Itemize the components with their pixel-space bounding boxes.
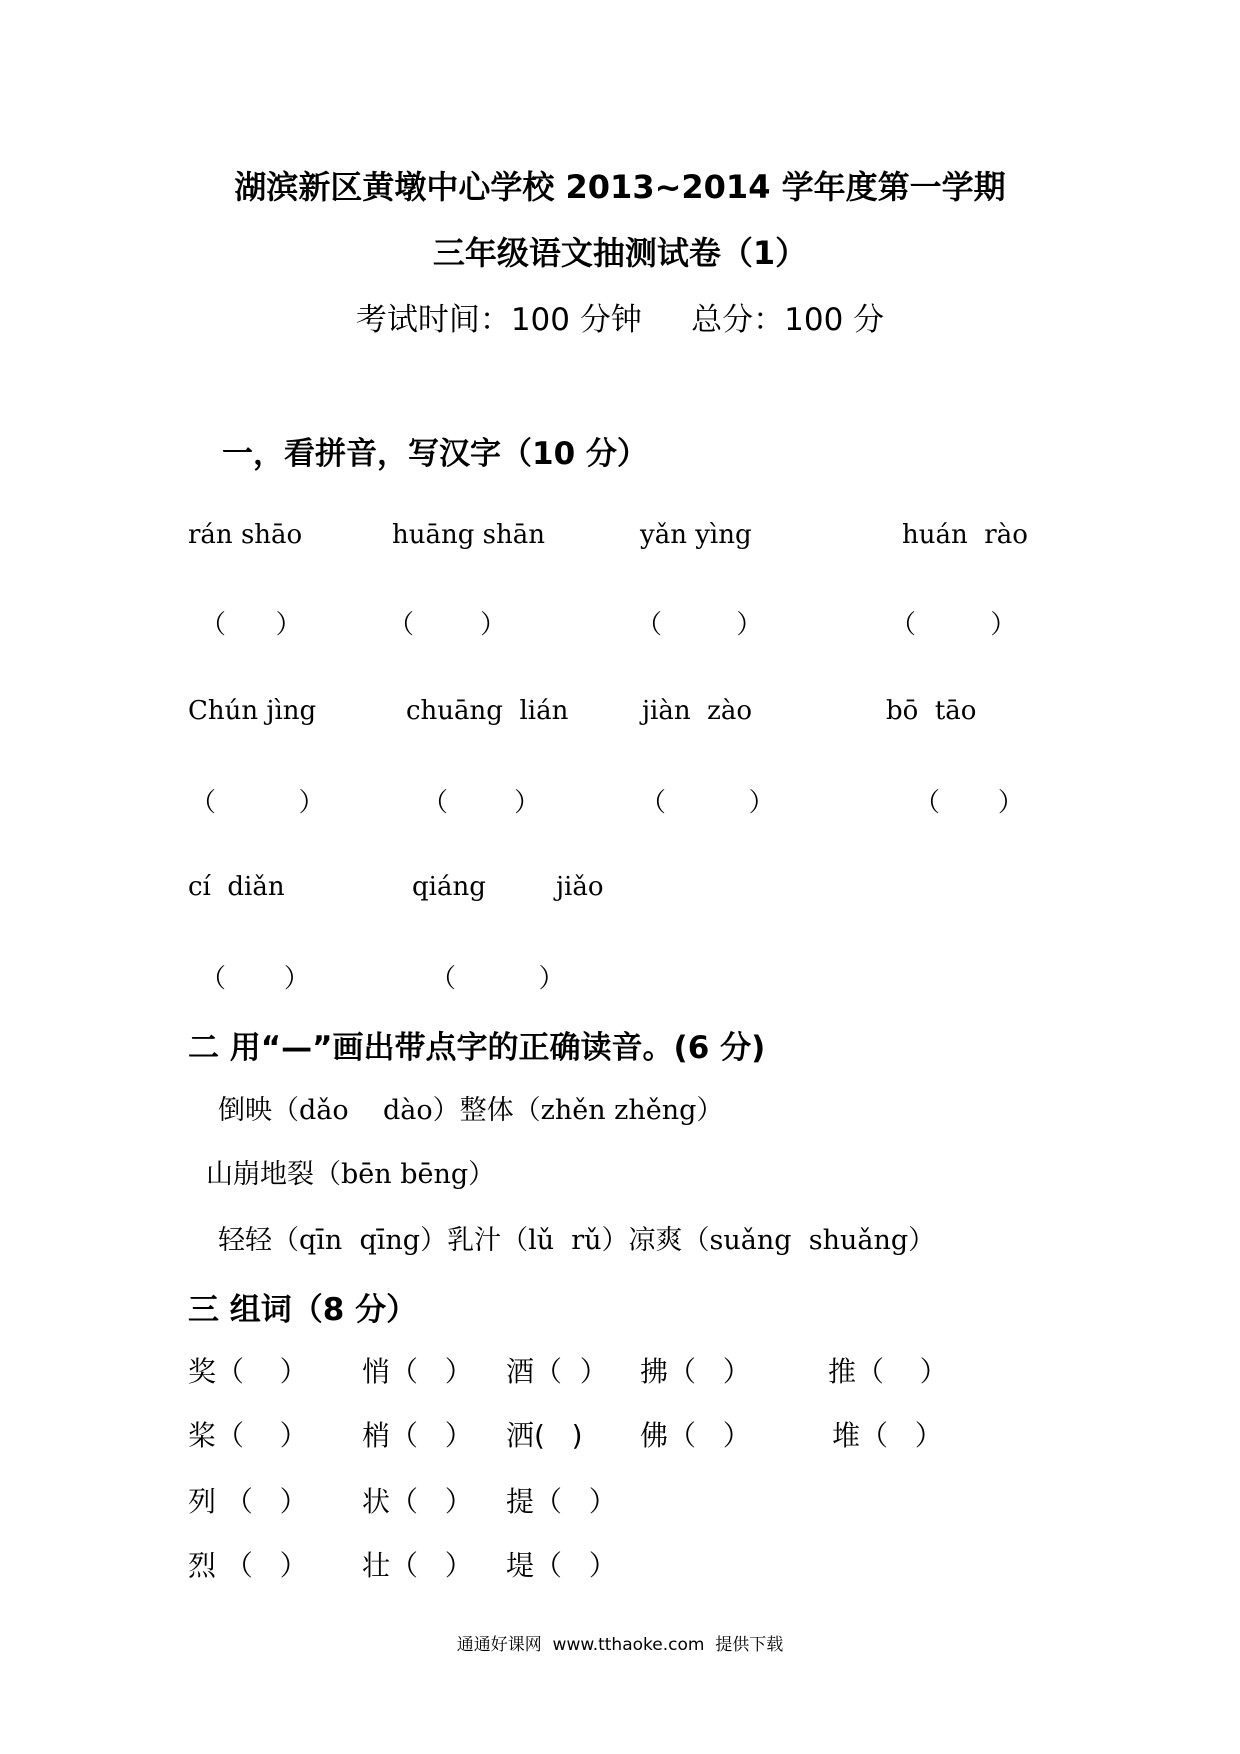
reading-question-line: 轻轻（qīn qīng）乳汁（lǔ rǔ）凉爽（suǎng shuǎng） bbox=[218, 1225, 936, 1256]
word-item[interactable]: 列 （ ） bbox=[188, 1485, 308, 1518]
word-item[interactable]: 梢（ ） bbox=[362, 1419, 473, 1452]
word-item[interactable]: 酒（ ） bbox=[506, 1355, 608, 1388]
word-item[interactable]: 提（ ） bbox=[506, 1485, 617, 1518]
word-item[interactable]: 悄（ ） bbox=[362, 1355, 473, 1388]
pinyin-item: huán rào bbox=[902, 520, 1028, 550]
word-item[interactable]: 奖（ ） bbox=[188, 1355, 308, 1388]
section1-heading: 一，看拼音，写汉字（10 分） bbox=[222, 436, 648, 472]
pinyin-item: cí diǎn bbox=[188, 872, 285, 902]
word-item[interactable]: 壮（ ） bbox=[362, 1549, 473, 1582]
exam-title-line2: 三年级语文抽测试卷（1） bbox=[432, 234, 808, 272]
exam-meta: 考试时间：100 分钟 总分：100 分 bbox=[355, 302, 885, 338]
pinyin-item: jiǎo bbox=[556, 872, 604, 902]
reading-question-line: 倒映（dǎo dào）整体（zhěn zhěng） bbox=[218, 1095, 724, 1126]
word-item[interactable]: 佛（ ） bbox=[640, 1419, 751, 1452]
word-item[interactable]: 堤（ ） bbox=[506, 1549, 617, 1582]
pinyin-item: bō tāo bbox=[886, 696, 977, 726]
section2-heading: 二 用“—”画出带点字的正确读音。(6 分) bbox=[188, 1030, 766, 1066]
pinyin-item: Chún jìng bbox=[188, 696, 317, 726]
exam-title-line1: 湖滨新区黄墩中心学校 2013~2014 学年度第一学期 bbox=[234, 168, 1006, 206]
answer-blank[interactable]: （ ） bbox=[640, 788, 775, 818]
section3-heading: 三 组词（8 分） bbox=[188, 1292, 418, 1328]
answer-blank[interactable]: （ ） bbox=[422, 788, 541, 818]
word-item[interactable]: 拂（ ） bbox=[640, 1355, 751, 1388]
reading-question-line: 山崩地裂（bēn bēng） bbox=[206, 1159, 496, 1190]
answer-blank[interactable]: （ ） bbox=[914, 788, 1024, 818]
word-item[interactable]: 桨（ ） bbox=[188, 1419, 308, 1452]
word-item[interactable]: 烈 （ ） bbox=[188, 1549, 308, 1582]
pinyin-item: yǎn yìng bbox=[640, 520, 752, 550]
word-item[interactable]: 状（ ） bbox=[362, 1485, 473, 1518]
answer-blank[interactable]: （ ） bbox=[200, 610, 302, 640]
answer-blank[interactable]: （ ） bbox=[430, 964, 565, 994]
pinyin-item: chuāng lián bbox=[406, 696, 569, 726]
answer-blank[interactable]: （ ） bbox=[190, 788, 325, 818]
word-item[interactable]: 堆（ ） bbox=[832, 1419, 943, 1452]
pinyin-item: huāng shān bbox=[392, 520, 545, 550]
page-footer: 通通好课网 www.tthaoke.com 提供下载 bbox=[456, 1635, 784, 1655]
answer-blank[interactable]: （ ） bbox=[890, 610, 1017, 640]
answer-blank[interactable]: （ ） bbox=[636, 610, 763, 640]
word-item[interactable]: 洒( ) bbox=[506, 1419, 583, 1452]
word-item[interactable]: 推（ ） bbox=[828, 1355, 948, 1388]
pinyin-item: qiáng bbox=[412, 872, 486, 902]
answer-blank[interactable]: （ ） bbox=[200, 964, 310, 994]
pinyin-item: rán shāo bbox=[188, 520, 303, 550]
pinyin-item: jiàn zào bbox=[642, 696, 753, 726]
answer-blank[interactable]: （ ） bbox=[388, 610, 507, 640]
